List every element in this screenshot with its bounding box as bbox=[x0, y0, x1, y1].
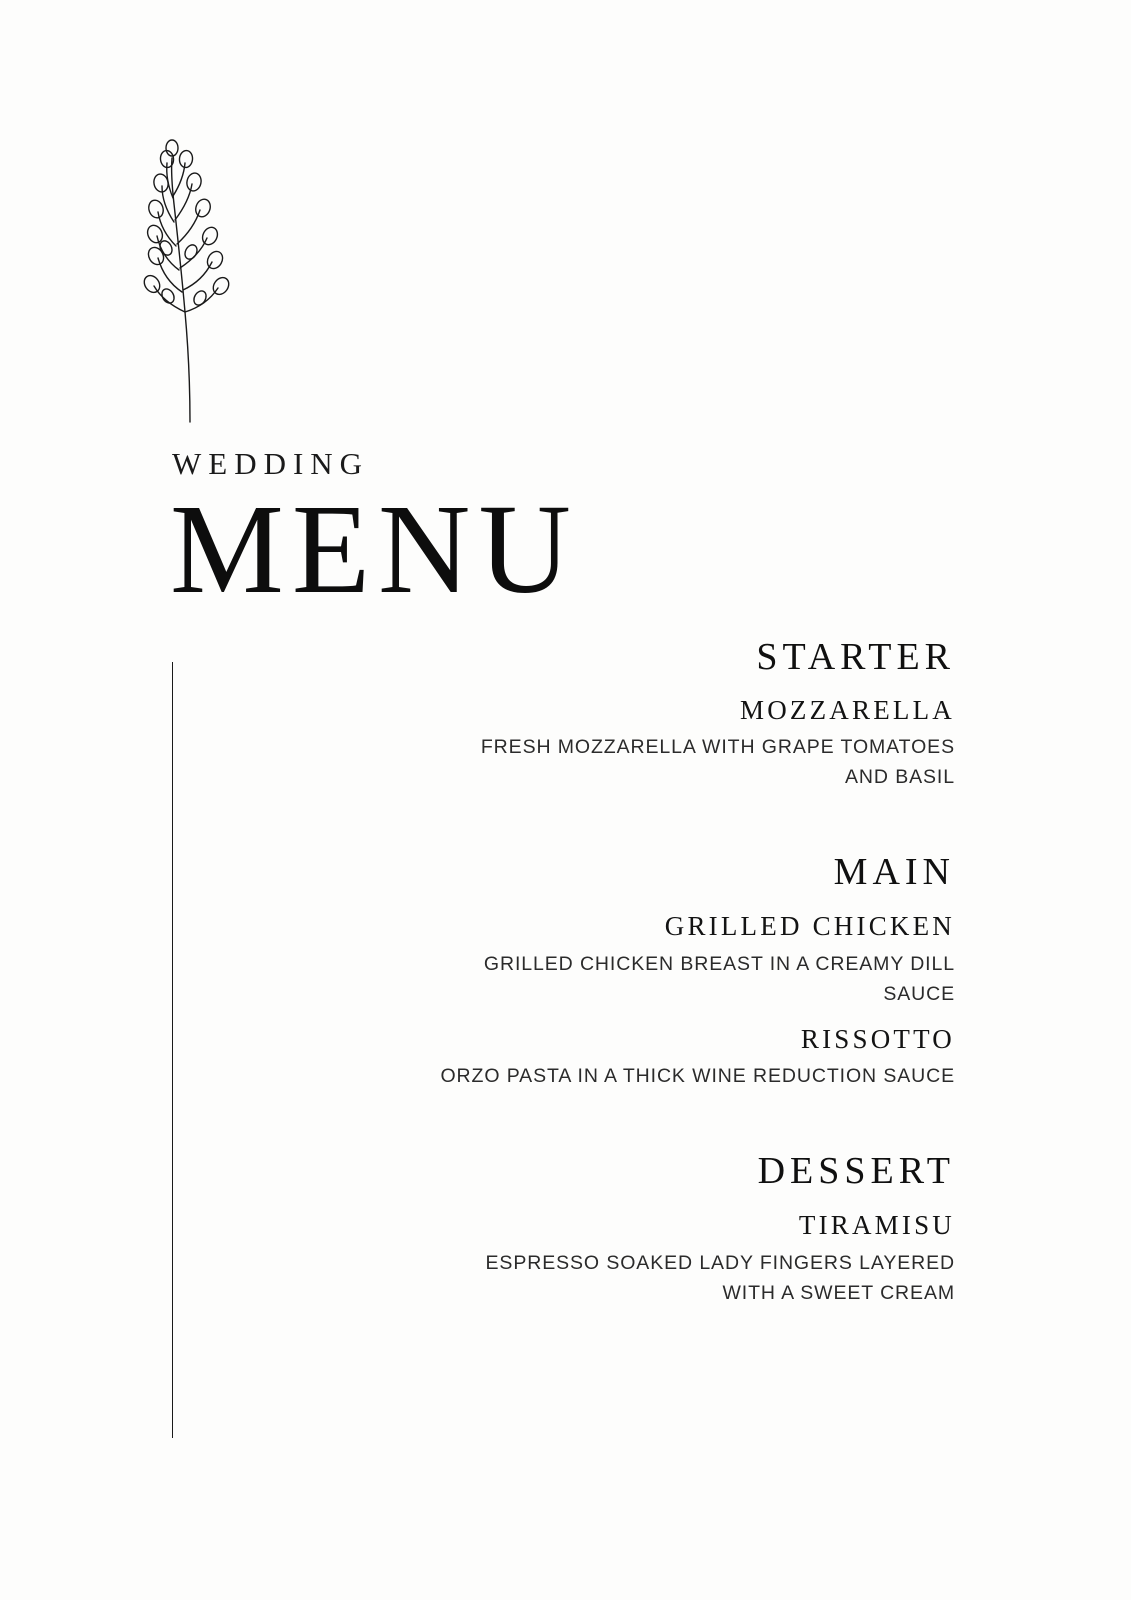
course-title: MAIN bbox=[833, 850, 955, 893]
course-main bbox=[435, 851, 955, 1092]
page-title: MENU bbox=[170, 478, 579, 620]
dish-item bbox=[435, 694, 955, 793]
menu-eyebrow: WEDDING bbox=[172, 446, 370, 481]
dish-description: FRESH MOZZARELLA WITH GRAPE TOMATOES AND BASIL bbox=[480, 736, 955, 789]
dish-name: GRILLED CHICKEN bbox=[664, 911, 955, 942]
course-title: DESSERT bbox=[757, 1149, 955, 1192]
menu-courses bbox=[435, 636, 955, 1308]
dish-description: ORZO PASTA IN A THICK WINE REDUCTION SAUCE bbox=[440, 1065, 955, 1088]
dish-description: GRILLED CHICKEN BREAST IN A CREAMY DILL SAUCE bbox=[483, 952, 955, 1005]
dish-item bbox=[435, 1023, 955, 1092]
botanical-sprig-icon bbox=[128, 130, 278, 430]
course-title: STARTER bbox=[756, 636, 955, 678]
course-dessert bbox=[435, 1150, 955, 1309]
dish-name: MOZZARELLA bbox=[740, 694, 955, 725]
dish-description: ESPRESSO SOAKED LADY FINGERS LAYERED WITH A SWEET CREAM bbox=[485, 1251, 955, 1304]
dish-item bbox=[435, 910, 955, 1009]
dish-name: TIRAMISU bbox=[798, 1210, 955, 1241]
dish-item bbox=[435, 1209, 955, 1308]
title-block bbox=[170, 446, 730, 620]
vertical-divider bbox=[172, 662, 173, 1438]
dish-name: RISSOTTO bbox=[800, 1024, 955, 1055]
course-starter bbox=[435, 636, 955, 793]
